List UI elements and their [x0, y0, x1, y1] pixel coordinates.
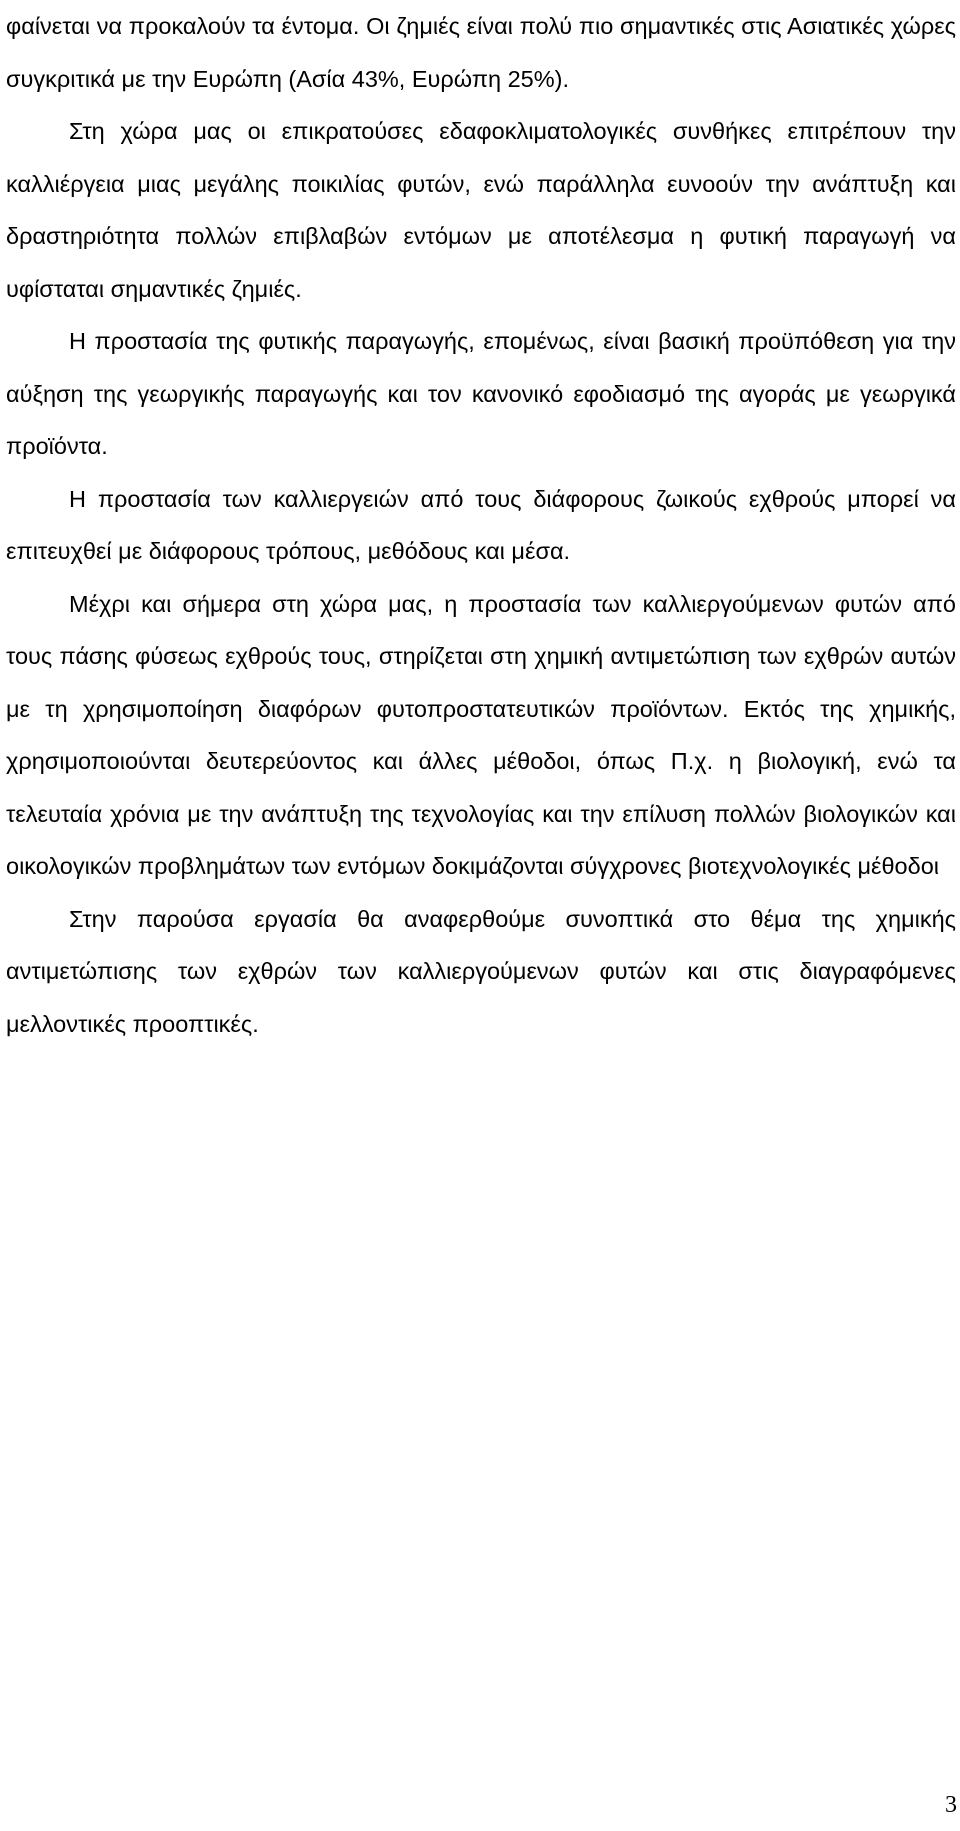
page-number: 3: [945, 1792, 957, 1818]
paragraph-climate-conditions: Στη χώρα μας οι επικρατούσες εδαφοκλιματολογικές συνθήκες επιτρέπουν την καλλιέργεια μιας μεγάλης ποικιλίας φυτών, ενώ παράλληλα ευνοούν την ανάπτυξη και δραστηριότητα πολλών επιβλαβών εντόμων με αποτέλεσμα η φυτική παραγωγή να υφίσταται σημαντικές ζημιές.: [6, 118, 956, 302]
paragraph-plant-protection: Η προστασία της φυτικής παραγωγής, επομένως, είναι βασική προϋπόθεση για την αύξηση της γεωργικής παραγωγής και τον κανονικό εφοδιασμό της αγοράς με γεωργικά προϊόντα.: [6, 328, 956, 459]
paragraph-crop-protection-methods: Η προστασία των καλλιεργειών από τους διάφορους ζωικούς εχθρούς μπορεί να επιτευχθεί με διάφορους τρόπους, μεθόδους και μέσα.: [6, 485, 956, 564]
paragraph-continuation: φαίνεται να προκαλούν τα έντομα. Οι ζημιές είναι πολύ πιο σημαντικές στις Ασιατικές χώρες συγκριτικά με την Ευρώπη (Ασία 43%, Ευρώπη 25%).: [6, 13, 956, 92]
paragraph-present-work: Στην παρούσα εργασία θα αναφερθούμε συνοπτικά στο θέμα της χημικής αντιμετώπισης των εχθρών των καλλιεργούμενων φυτών και στις διαγραφόμενες μελλοντικές προοπτικές.: [6, 905, 956, 1037]
body-text: [6, 0, 956, 1050]
paragraph-chemical-control: Μέχρι και σήμερα στη χώρα μας, η προστασία των καλλιεργούμενων φυτών από τους πάσης φύσεως εχθρούς τους, στηρίζεται στη χημική αντιμετώπιση των εχθρών αυτών με τη χρησιμοποίηση διαφόρων φυτοπροστατευτικών προϊόντων. Εκτός της χημικής, χρησιμοποιούνται δευτερεύοντος και άλλες μέθοδοι, όπως Π.χ. η βιολογική, ενώ τα τελευταία χρόνια με την ανάπτυξη της τεχνολογίας και την επίλυση πολλών βιολογικών και οικολογικών προβλημάτων των εντόμων δοκιμάζονται σύγχρονες βιοτεχνολογικές μέθοδοι: [6, 590, 956, 879]
